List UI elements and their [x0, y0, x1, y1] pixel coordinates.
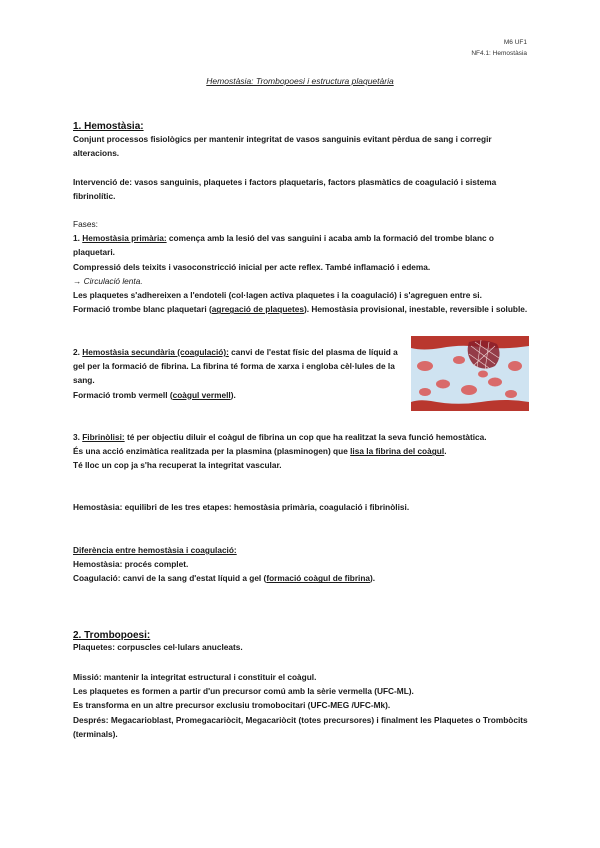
trombopoesi-line-5: Després: Megacarioblast, Promegacariòcit, Megacariòcit (totes precursores) i finalment les Plaquetes o Trombòcits (terminals).: [73, 714, 528, 739]
diferencia-heading: Diferència entre hemostàsia i coagulació:: [73, 545, 237, 555]
fase-3-line-3: Té lloc un cop ja s'ha recuperat la integritat vascular.: [73, 460, 282, 471]
blood-vessel-clot-illustration: [411, 336, 529, 411]
section-1-heading: 1. Hemostàsia:: [73, 121, 144, 132]
trombopoesi-block: [73, 670, 528, 741]
fase-3-name: Fibrinòlisi:: [82, 432, 125, 442]
trombopoesi-line-4: Es transforma en un altre precursor exclusiu tromobocitari (UFC-MEG /UFC-Mk).: [73, 700, 391, 711]
diferencia-line-2: Coagulació: canvi de la sang d'estat líquid a gel (formació coàgul de fibrina).: [73, 573, 376, 584]
fase-1-name: Hemostàsia primària:: [82, 233, 167, 244]
fase-1-line-4: Les plaquetes s'adhereixen a l'endoteli (col·lagen activa plaquetes i la coagulació) i s'agreguen entre si.: [73, 290, 482, 301]
fase-2-name: Hemostàsia secundària (coagulació):: [82, 347, 229, 357]
header-unit: NF4.1: Hemostàsia: [471, 50, 527, 57]
fase-2-line-2: Formació tromb vermell (coàgul vermell).: [73, 389, 236, 400]
trombopoesi-line-3: Les plaquetes es formen a partir d'un precursor comú amb la sèrie vermella (UFC-ML).: [73, 686, 414, 697]
fase-1-line-3: → Circulació lenta.: [73, 275, 143, 286]
section-2-heading: 2. Trombopoesi:: [73, 630, 151, 641]
equilibri-text: Hemostàsia: equilibri de les tres etapes: hemostàsia primària, coagulació i fibrinòlisi.: [73, 502, 410, 512]
fase-1-line-2: Compressió dels teixits i vasoconstricció inicial per acte reflex. També inflamació i edema.: [73, 261, 431, 272]
diferencia-block: [73, 543, 528, 586]
fase-3-line-2: És una acció enzimàtica realitzada per la plasmina (plasminogen) que lisa la fibrina del coàgul.: [73, 446, 447, 457]
trombopoesi-line-1: Plaquetes: corpuscles cel·lulars anucleats.: [73, 642, 243, 652]
fase-3-block: [73, 430, 528, 473]
fase-1-line: 1. Hemostàsia primària: comença amb la lesió del vas sanguini i acaba amb la formació del trombe blanc o plaquetari.: [73, 233, 494, 258]
fases-block: [73, 217, 528, 316]
fases-label: Fases:: [73, 219, 98, 229]
trombopoesi-line-2: Missió: mantenir la integritat estructural i constituir el coàgul.: [73, 672, 317, 682]
hemostasia-definition: Conjunt processos fisiològics per mantenir integritat de vasos sanguinis evitant pèrdua de sang i corregir alteracions.: [73, 134, 492, 159]
intervencio-text: Intervenció de: vasos sanguinis, plaquetes i factors plaquetaris, factors plasmàtics de coagulació i sistema fibrinolític.: [73, 177, 497, 202]
document-title: Hemostàsia: Trombopoesi i estructura plaquetària: [206, 76, 394, 86]
diferencia-line-1: Hemostàsia: procés complet.: [73, 559, 189, 570]
fase-3-line: 3. Fibrinòlisi: té per objectiu diluir el coàgul de fibrina un cop que ha realitzat la seva funció hemostàtica.: [73, 432, 487, 442]
fase-2-line: 2. Hemostàsia secundària (coagulació): canvi de l'estat físic del plasma de líquid a gel per la formació de fibrina. La fibrina té forma de xarxa i engloba cèl·lules de la sang.: [73, 347, 398, 386]
fase-2-block: [73, 345, 403, 402]
header-module: M6 UF1: [503, 39, 527, 46]
fase-1-line-5: Formació trombe blanc plaquetari (agregació de plaquetes). Hemostàsia provisional, inestable, reversible i soluble.: [73, 304, 528, 315]
